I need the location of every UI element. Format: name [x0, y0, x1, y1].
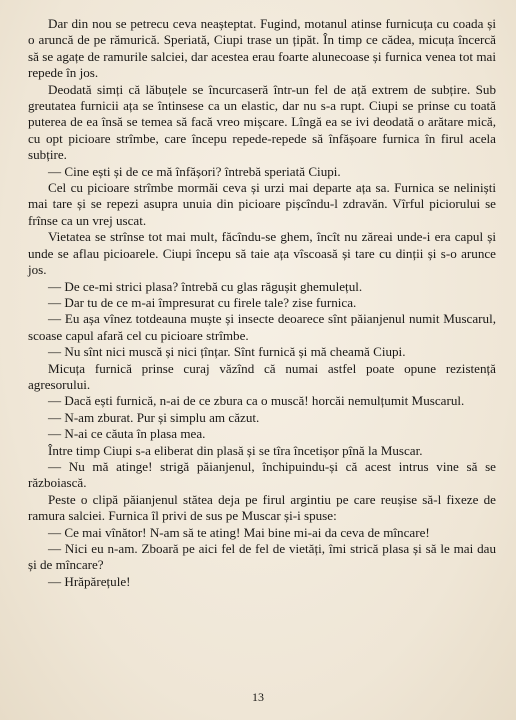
paragraph-13: — N-ai ce căuta în plasa mea. — [48, 426, 206, 442]
paragraph-17: — Ce mai vînător! N-am să te ating! Mai bine mi-ai da ceva de mîncare! — [48, 524, 430, 540]
body-text — [28, 16, 496, 590]
paragraph-10: Micuța furnică prinse curaj văzînd că numai astfel poate opune rezistență agresorului. — [28, 360, 496, 392]
paragraph-19: — Hrăpărețule! — [48, 573, 131, 589]
paragraph-15: — Nu mă atinge! strigă păianjenul, închipuindu-și că acest intrus vine să se războiască. — [28, 458, 496, 491]
paragraph-12: — N-am zburat. Pur și simplu am căzut. — [48, 409, 260, 425]
page-number: 13 — [252, 690, 264, 704]
paragraph-1: Dar din nou se petrecu ceva neașteptat. Fugind, motanul atinse furnicuța cu coada și o aruncă de pe rămurică. Speriată, Ciupi trase un țipăt. În timp ce cădea, micuța încercă să se agațe de ramurile salciei, dar acestea erau foarte alunecoase și furnica venea tot mai repede în jos. — [28, 16, 496, 81]
paragraph-8: — Eu așa vînez totdeauna muște și insecte deoarece sînt păianjenul numit Muscarul, scoase capul afară cel cu picioare strîmbe. — [28, 311, 496, 343]
paragraph-18: — Nici eu n-am. Zboară pe aici fel de fel de vietăți, îmi strică plasa și să le mai dau și de mîncare? — [28, 541, 496, 573]
paragraph-11: — Dacă ești furnică, n-ai de ce zbura ca o muscă! horcăi nemulțumit Muscarul. — [48, 393, 465, 409]
paragraph-3: — Cine ești și de ce mă înfășori? întrebă speriată Ciupi. — [48, 163, 341, 179]
paragraph-4: Cel cu picioare strîmbe mormăi ceva și urzi mai departe ața sa. Furnica se neliniști mai tare și se repezi asupra unuia din picioare pișcîndu-l zdravăn. Vîrful piciorului se frînse ca un vrej uscat. — [28, 180, 496, 228]
paragraph-6: — De ce-mi strici plasa? întrebă cu glas răgușit ghemulețul. — [48, 278, 363, 294]
paragraph-9: — Nu sînt nici muscă și nici țînțar. Sînt furnică și mă cheamă Ciupi. — [48, 344, 406, 360]
paragraph-16: Peste o clipă păianjenul stătea deja pe firul argintiu pe care reușise să-l fixeze de ramura salciei. Furnica îl privi de sus pe Muscar și-i spuse: — [28, 491, 496, 524]
paragraph-2: Deodată simți că lăbuțele se încurcaseră într-un fel de ață extrem de subțire. Sub greutatea furnicii ața se întinsese ca un elastic, dar nu s-a rupt. Ciupi se prinse cu toată puterea de ea însă se temea să facă vreo mișcare. Lîngă ea se ivi deodată o arătare mică, cu opt picioare strîmbe, care începu repede-repede să înfășoare furnica în firul acela subțire. — [28, 81, 496, 163]
paragraph-14: Între timp Ciupi s-a eliberat din plasă și se tîra încetișor pînă la Muscar. — [48, 442, 423, 458]
paragraph-7: — Dar tu de ce m-ai împresurat cu firele tale? zise furnica. — [48, 294, 357, 310]
paragraph-5: Vietatea se strînse tot mai mult, făcîndu-se ghem, încît nu zăreai unde-i era capul și unde se aflau picioarele. Ciupi începu să taie ața vîscoasă și tare cu dinții și s-o arunce jos. — [28, 229, 496, 278]
